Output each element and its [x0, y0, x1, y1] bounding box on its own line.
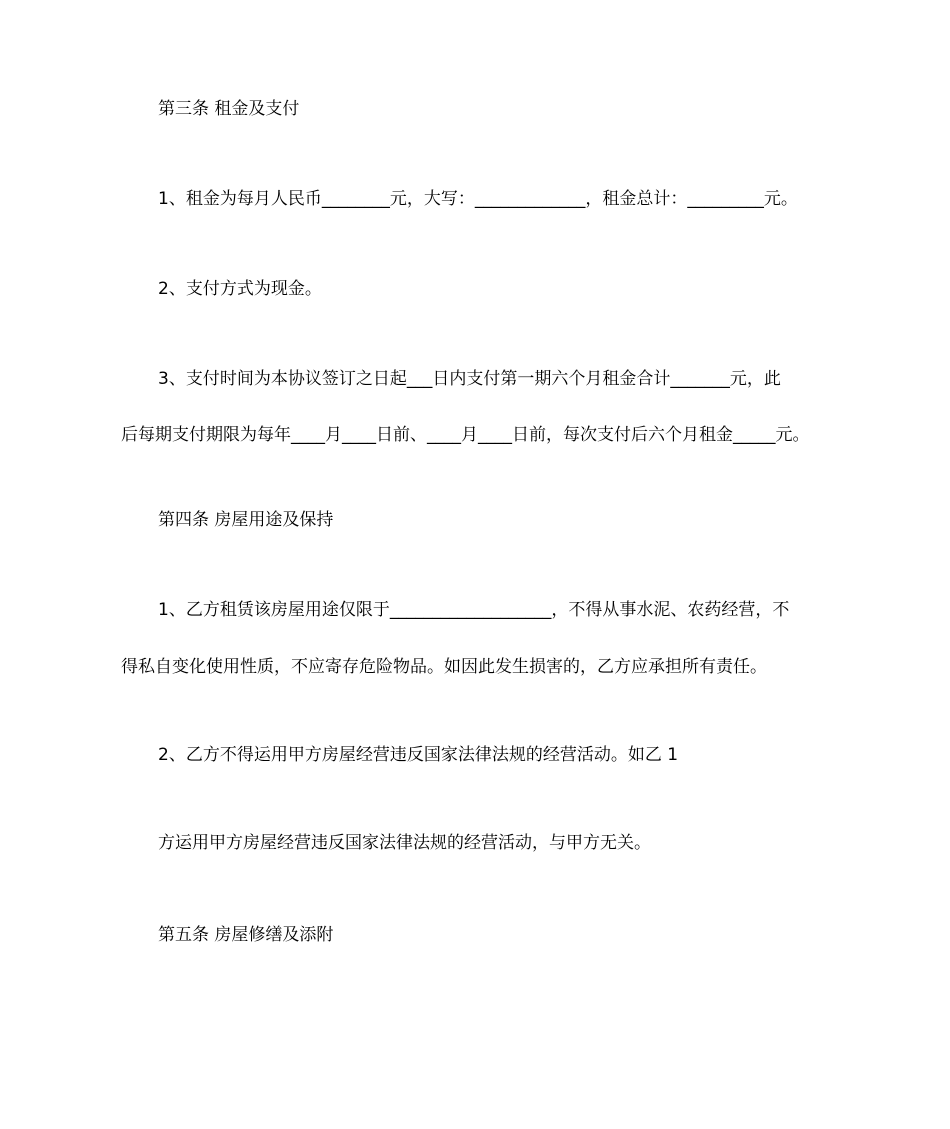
paragraph-rent-amount: 1、租金为每月人民币________元，大写：_____________，租金总计：_________元。 — [158, 189, 798, 209]
section-heading-article-4: 第四条 房屋用途及保持 — [158, 510, 334, 530]
paragraph-payment-time-line-1: 3、支付时间为本协议签订之日起___日内支付第一期六个月租金合计_______元，此 — [158, 369, 781, 389]
paragraph-legal-line-1: 2、乙方不得运用甲方房屋经营违反国家法律法规的经营活动。如乙 1 — [158, 745, 679, 765]
paragraph-payment-method: 2、支付方式为现金。 — [158, 279, 322, 299]
paragraph-payment-time-line-2: 后每期支付期限为每年____月____日前、____月____日前，每次支付后六个月租金_____元。 — [121, 425, 810, 445]
section-heading-article-5: 第五条 房屋修缮及添附 — [158, 925, 334, 945]
section-heading-article-3: 第三条 租金及支付 — [158, 99, 300, 119]
paragraph-usage-line-1: 1、乙方租赁该房屋用途仅限于___________________，不得从事水泥、农药经营，不 — [158, 600, 790, 620]
paragraph-usage-line-2: 得私自变化使用性质，不应寄存危险物品。如因此发生损害的，乙方应承担所有责任。 — [121, 657, 767, 677]
paragraph-legal-line-2: 方运用甲方房屋经营违反国家法律法规的经营活动，与甲方无关。 — [158, 833, 651, 853]
